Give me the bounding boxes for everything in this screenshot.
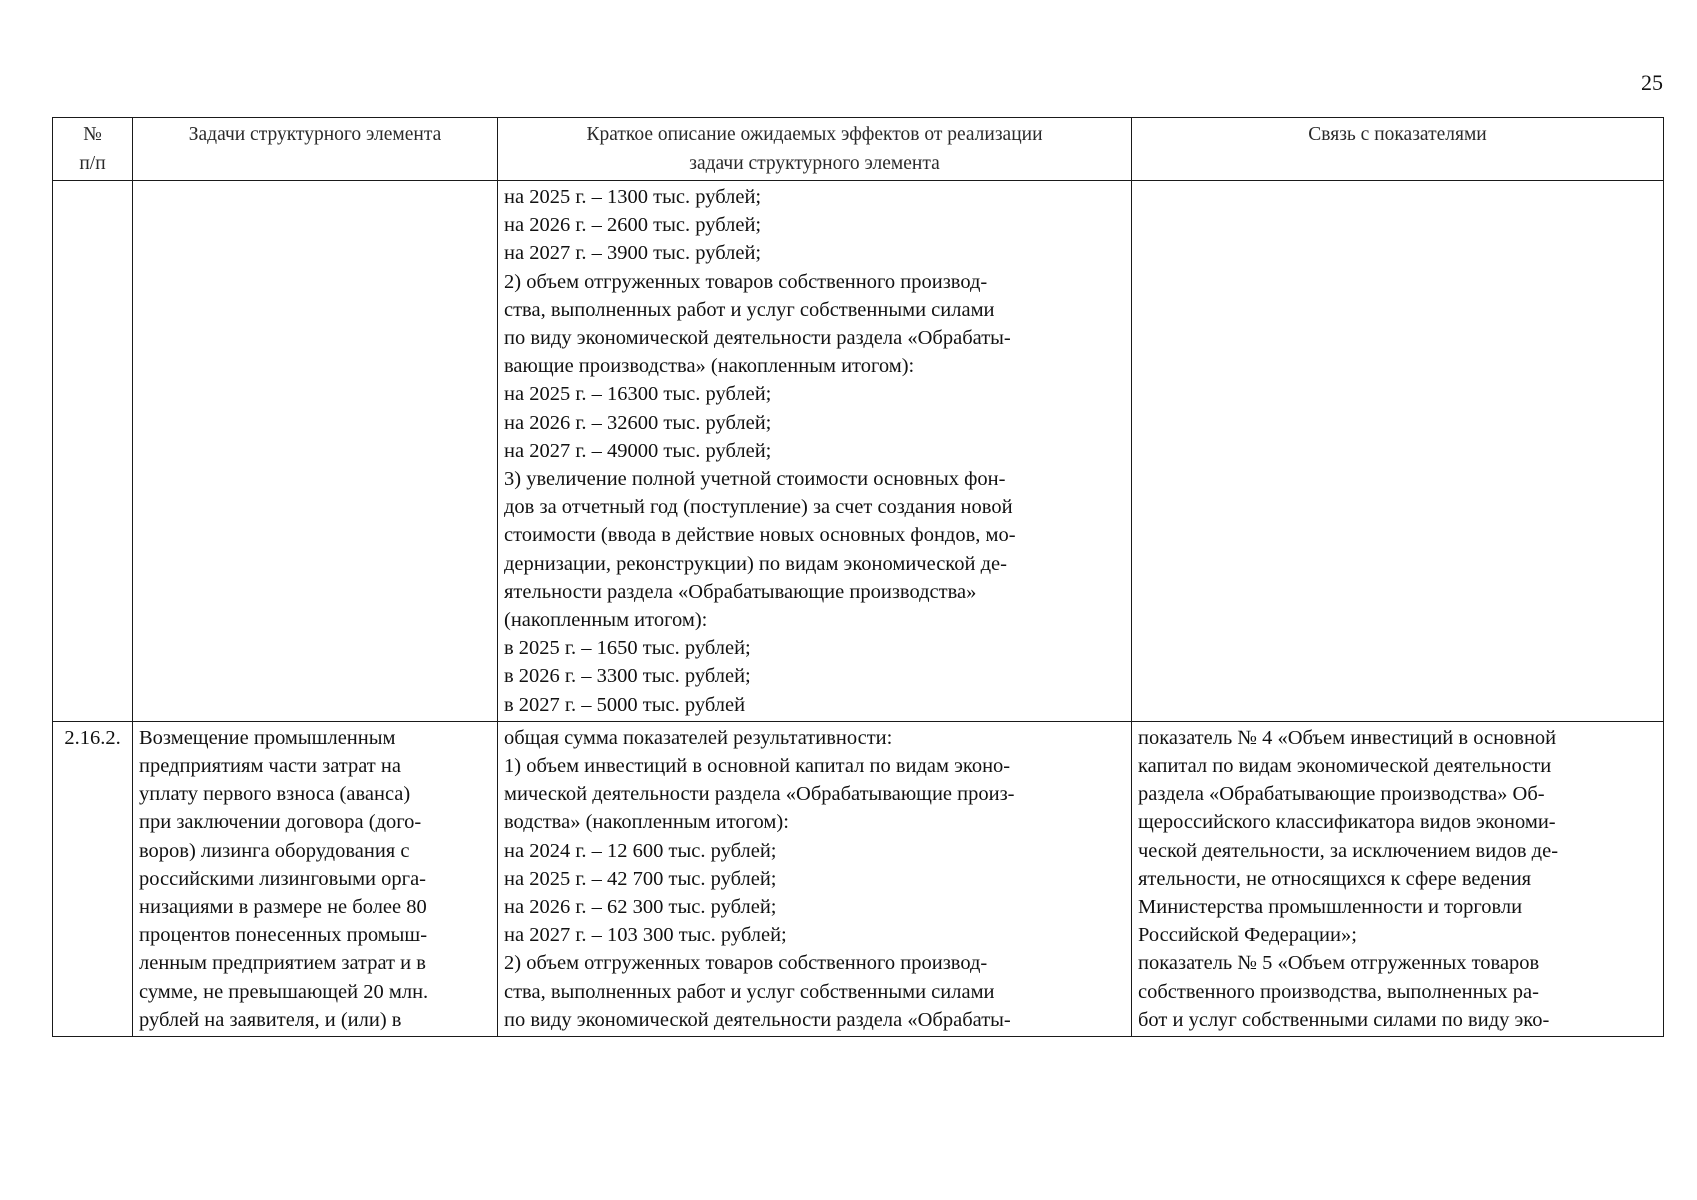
row-1-description-line: 3) увеличение полной учетной стоимости основных фон- (504, 468, 1006, 491)
row-2-description-line: ства, выполненных работ и услуг собственными силами (504, 980, 995, 1003)
row-2-description-line: на 2024 г. – 12 600 тыс. рублей; (504, 839, 777, 862)
row-2-task-line: предприятиям части затрат на (139, 755, 401, 778)
row-1-description-line: в 2025 г. – 1650 тыс. рублей; (504, 637, 751, 660)
row-1-description (498, 181, 1132, 722)
table-row (53, 181, 1664, 722)
row-2-link-line: капитал по видам экономической деятельности (1138, 755, 1552, 778)
header-number-line-1: № (83, 124, 102, 145)
row-2-link-line: собственного производства, выполненных ра- (1138, 980, 1539, 1003)
row-1-description-line: стоимости (ввода в действие новых основных фондов, мо- (504, 524, 1016, 547)
header-description-line-2: задачи структурного элемента (689, 153, 940, 174)
row-2-task-line: уплату первого взноса (аванса) (139, 783, 411, 806)
row-2-description-line: на 2027 г. – 103 300 тыс. рублей; (504, 924, 787, 947)
row-2-description-line: водства» (накопленным итогом): (504, 811, 789, 834)
row-2-link-line: показатель № 4 «Объем инвестиций в основной (1138, 726, 1557, 749)
row-1-description-line: на 2025 г. – 16300 тыс. рублей; (504, 383, 772, 406)
row-1-link (1132, 181, 1664, 722)
row-2-link-line: щероссийского классификатора видов экономи- (1138, 811, 1556, 834)
row-2-task-line: сумме, не превышающей 20 млн. (139, 980, 429, 1003)
row-2-link-line: Министерства промышленности и торговли (1138, 896, 1523, 919)
header-link-line-1: Связь с показателями (1308, 124, 1487, 145)
header-number-line-2: п/п (79, 153, 106, 174)
row-2-description-line: на 2025 г. – 42 700 тыс. рублей; (504, 867, 777, 890)
row-2-task (133, 721, 498, 1036)
row-2-task-line: рублей на заявителя, и (или) в (139, 1008, 402, 1031)
row-2-task-line: ленным предприятием затрат и в (139, 952, 426, 975)
row-1-description-line: на 2027 г. – 49000 тыс. рублей; (504, 439, 772, 462)
row-2-description-line: 1) объем инвестиций в основной капитал по видам эконо- (504, 755, 1011, 778)
row-1-description-line: в 2027 г. – 5000 тыс. рублей (504, 693, 746, 716)
measures-table (52, 117, 1664, 1037)
row-1-description-line: 2) объем отгруженных товаров собственного производ- (504, 270, 988, 293)
header-link (1132, 118, 1664, 181)
row-2-link-line: ческой деятельности, за исключением видов де- (1138, 839, 1559, 862)
header-description (498, 118, 1132, 181)
row-1-description-line: на 2026 г. – 32600 тыс. рублей; (504, 411, 772, 434)
row-1-description-line: по виду экономической деятельности раздела «Обрабаты- (504, 327, 1011, 350)
page-number: 25 (1641, 70, 1663, 95)
header-description-line-1: Краткое описание ожидаемых эффектов от реализации (586, 124, 1043, 145)
row-2-description-line: общая сумма показателей результативности: (504, 726, 893, 749)
row-2-link-line: показатель № 5 «Объем отгруженных товаров (1138, 952, 1540, 975)
row-1-description-line: вающие производства» (накопленным итогом): (504, 355, 915, 378)
row-2-description (498, 721, 1132, 1036)
row-1-number (53, 181, 133, 722)
row-2-link (1132, 721, 1664, 1036)
row-1-description-line: на 2026 г. – 2600 тыс. рублей; (504, 214, 762, 237)
row-2-link-line: ятельности, не относящихся к сфере ведения (1138, 867, 1532, 890)
row-2-task-line: при заключении договора (дого- (139, 811, 422, 834)
row-2-task-line: процентов понесенных промыш- (139, 924, 428, 947)
row-2-task-line: Возмещение промышленным (139, 726, 396, 749)
row-2-number: 2.16.2. (53, 721, 133, 1036)
row-2-link-line: Российской Федерации»; (1138, 924, 1357, 947)
row-1-description-line: дов за отчетный год (поступление) за счет создания новой (504, 496, 1013, 519)
header-task-line-1: Задачи структурного элемента (188, 124, 442, 145)
row-1-description-line: на 2025 г. – 1300 тыс. рублей; (504, 186, 762, 208)
row-2-link-line: раздела «Обрабатывающие производства» Об- (1138, 783, 1545, 806)
header-number (53, 118, 133, 181)
row-1-task (133, 181, 498, 722)
row-2-description-line: 2) объем отгруженных товаров собственного производ- (504, 952, 988, 975)
row-1-description-line: (накопленным итогом): (504, 609, 708, 632)
row-2-description-line: по виду экономической деятельности раздела «Обрабаты- (504, 1008, 1011, 1031)
row-2-link-line: бот и услуг собственными силами по виду эко- (1138, 1008, 1550, 1031)
row-2-task-line: воров) лизинга оборудования с (139, 839, 410, 862)
row-1-description-line: на 2027 г. – 3900 тыс. рублей; (504, 242, 762, 265)
row-2-description-line: мической деятельности раздела «Обрабатывающие произ- (504, 783, 1015, 806)
row-1-description-line: ятельности раздела «Обрабатывающие производства» (504, 580, 977, 603)
table-header-row (53, 118, 1664, 181)
table-row (53, 721, 1664, 1036)
row-2-task-line: низациями в размере не более 80 (139, 896, 427, 919)
row-2-task-line: российскими лизинговыми орга- (139, 867, 426, 890)
row-1-description-line: ства, выполненных работ и услуг собственными силами (504, 298, 995, 321)
row-1-description-line: дернизации, реконструкции) по видам экономической де- (504, 552, 1007, 575)
row-1-description-line: в 2026 г. – 3300 тыс. рублей; (504, 665, 751, 688)
row-2-description-line: на 2026 г. – 62 300 тыс. рублей; (504, 896, 777, 919)
header-task (133, 118, 498, 181)
